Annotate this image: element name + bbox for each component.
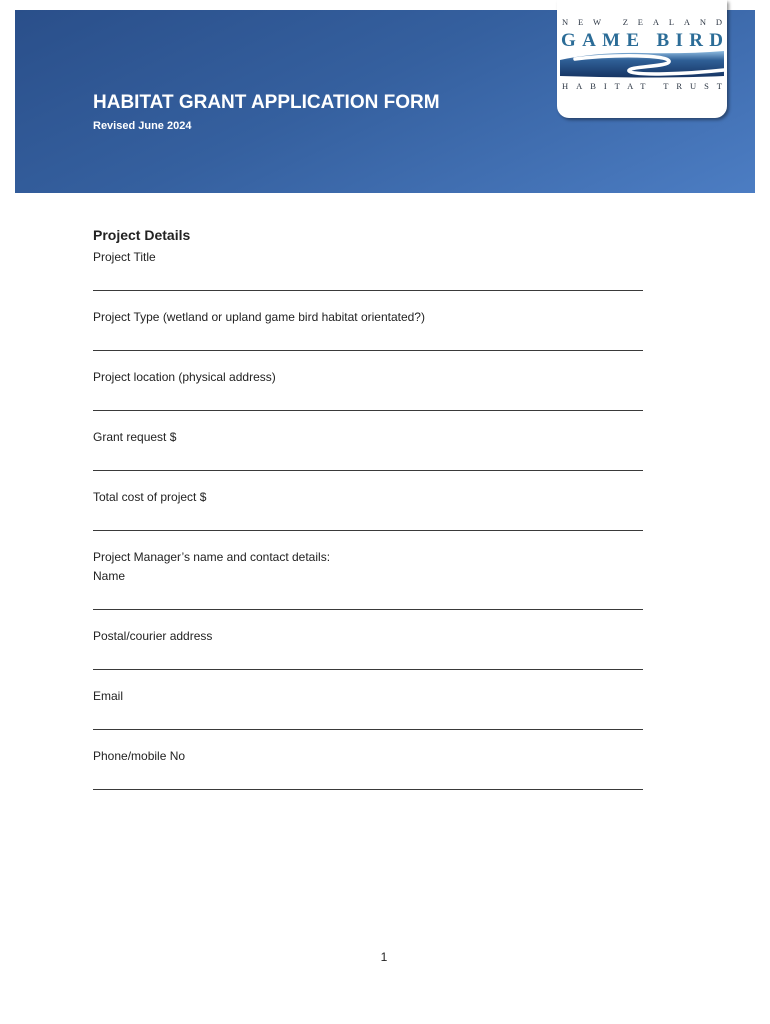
phone-entry-line[interactable] xyxy=(93,789,643,790)
logo-main-text: GAME BIRD xyxy=(561,30,723,51)
revision-date: Revised June 2024 xyxy=(93,120,192,132)
contact-details-heading: Project Manager’s name and contact details: xyxy=(93,550,331,564)
logo-top-text: NEW ZEALAND xyxy=(562,17,722,27)
logo-graphic xyxy=(557,0,727,118)
manager-name-label: Name xyxy=(93,569,126,583)
project-title-label: Project Title xyxy=(93,250,156,264)
project-location-label: Project location (physical address) xyxy=(93,370,276,384)
phone-label: Phone/mobile No xyxy=(93,749,186,763)
page-number: 1 xyxy=(380,950,388,964)
project-title-entry-line[interactable] xyxy=(93,290,643,291)
grant-request-label: Grant request $ xyxy=(93,430,177,444)
trust-logo xyxy=(557,0,727,118)
form-title: HABITAT GRANT APPLICATION FORM xyxy=(93,92,440,113)
postal-address-label: Postal/courier address xyxy=(93,629,213,643)
grant-request-entry-line[interactable] xyxy=(93,470,643,471)
project-type-entry-line[interactable] xyxy=(93,350,643,351)
postal-address-entry-line[interactable] xyxy=(93,669,643,670)
project-location-entry-line[interactable] xyxy=(93,410,643,411)
email-label: Email xyxy=(93,689,124,703)
project-type-label: Project Type (wetland or upland game bird habitat orientated?) xyxy=(93,310,425,324)
logo-bottom-text: HABITAT TRUST xyxy=(562,81,722,91)
section-heading: Project Details xyxy=(93,227,191,243)
total-cost-entry-line[interactable] xyxy=(93,530,643,531)
manager-name-entry-line[interactable] xyxy=(93,609,643,610)
email-entry-line[interactable] xyxy=(93,729,643,730)
total-cost-label: Total cost of project $ xyxy=(93,490,207,504)
